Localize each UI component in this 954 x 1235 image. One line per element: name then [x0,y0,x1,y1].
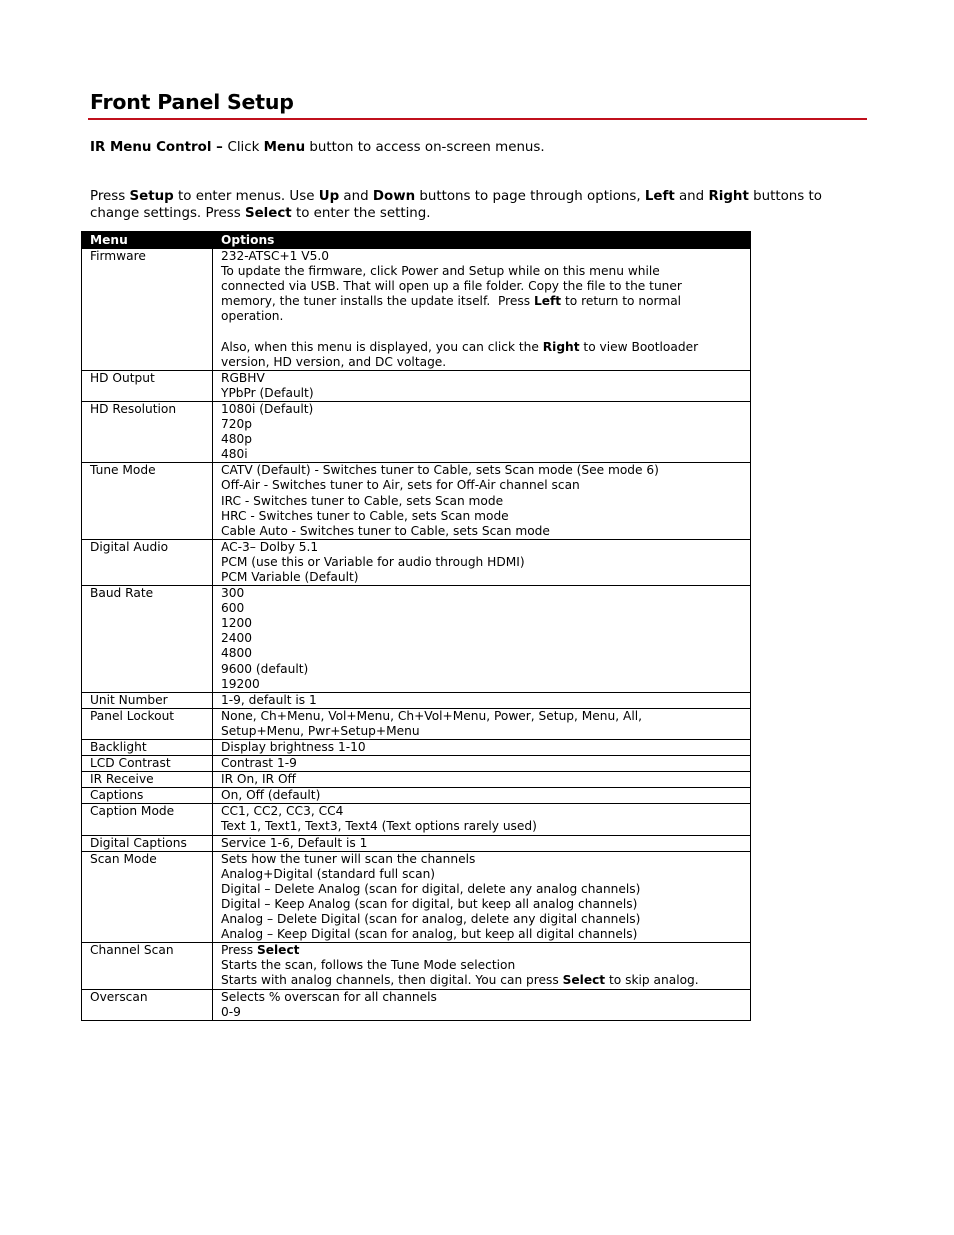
option-line [221,804,742,819]
option-line [221,417,742,432]
option-line [221,631,742,646]
menu-name-cell: Digital Captions [82,835,213,851]
paragraph-text: and [674,189,709,204]
option-text: Press [221,943,257,958]
option-text: CC1, CC2, CC3, CC4 [221,804,344,819]
table-row [82,401,751,462]
option-line [221,756,742,771]
option-line [221,1005,742,1020]
option-line [221,586,742,601]
option-line [221,819,742,834]
option-text: IR On, IR Off [221,772,296,787]
option-text: Cable Auto - Switches tuner to Cable, sets Scan mode [221,523,550,538]
menu-name-cell: Captions [82,788,213,804]
table-row [82,788,751,804]
option-text: Digital – Delete Analog (scan for digital, delete any analog channels) [221,881,641,896]
option-text: None, Ch+Menu, Vol+Menu, Ch+Vol+Menu, Power, Setup, Menu, All, [221,708,642,723]
option-text: Service 1-6, Default is 1 [221,835,368,850]
menu-name-cell: IR Receive [82,772,213,788]
option-line [221,882,742,897]
options-cell [213,370,751,401]
menu-name-cell: Unit Number [82,692,213,708]
option-text: Analog+Digital (standard full scan) [221,866,436,881]
option-text: YPbPr (Default) [221,385,314,400]
option-text: RGBHV [221,370,265,385]
option-text: Contrast 1-9 [221,756,297,771]
table-row [82,989,751,1020]
options-cell [213,401,751,462]
option-line [221,540,742,555]
option-text: 720p [221,417,252,432]
option-line [221,371,742,386]
options-cell [213,586,751,693]
table-row [82,740,751,756]
option-text: PCM (use this or Variable for audio through HDMI) [221,554,525,569]
title-divider [88,118,867,120]
table-row [82,539,751,585]
option-text: to skip analog. [605,973,699,988]
blank-line [221,324,742,339]
table-row [82,708,751,739]
option-text: 0-9 [221,1004,241,1019]
option-text: 4800 [221,646,253,661]
option-line [221,601,742,616]
option-text: version, HD version, and DC voltage. [221,354,447,369]
option-text: Setup+Menu, Pwr+Setup+Menu [221,723,420,738]
option-text: to view Bootloader [579,339,699,354]
option-line [221,990,742,1005]
table-row [82,463,751,539]
table-body [82,249,751,1021]
option-text: memory, the tuner installs the update itself. Press [221,294,534,309]
option-text: Starts with analog channels, then digital. You can press [221,973,563,988]
navigation-instructions-paragraph [90,188,870,222]
option-line [221,279,742,294]
options-cell [213,463,751,539]
option-line [221,402,742,417]
option-line [221,943,742,958]
option-text: 480p [221,432,252,447]
page-title: Front Panel Setup [90,90,294,114]
options-cell [213,804,751,835]
option-line [221,616,742,631]
option-text: IRC - Switches tuner to Cable, sets Scan mode [221,493,504,508]
option-line [221,852,742,867]
table-row [82,692,751,708]
option-line [221,662,742,677]
option-text: 1200 [221,616,253,631]
options-cell [213,539,751,585]
paragraph-bold-text: Menu [263,140,306,155]
options-cell [213,249,751,371]
menu-name-cell: Panel Lockout [82,708,213,739]
option-line [221,709,742,724]
menu-name-cell: Scan Mode [82,851,213,943]
menu-name-cell: Backlight [82,740,213,756]
option-line [221,740,742,755]
option-text: 9600 (default) [221,661,309,676]
options-cell [213,740,751,756]
menu-name-cell: Caption Mode [82,804,213,835]
paragraph-text: to enter the setting. [291,206,431,221]
menu-options-table [81,231,751,1021]
option-line [221,772,742,787]
menu-name-cell: HD Output [82,370,213,401]
column-header-options: Options [213,232,751,249]
ir-menu-control-paragraph [90,139,870,156]
option-line [221,294,742,309]
option-line [221,836,742,851]
paragraph-bold-text: IR Menu Control – [90,140,228,155]
paragraph-text: Click [227,140,264,155]
option-line [221,494,742,509]
options-cell [213,788,751,804]
option-line [221,447,742,462]
option-line [221,478,742,493]
option-text: Analog – Keep Digital (scan for analog, but keep all digital channels) [221,927,638,942]
menu-name-cell: Digital Audio [82,539,213,585]
option-line [221,509,742,524]
option-text: Analog – Delete Digital (scan for analog, delete any digital channels) [221,912,641,927]
option-line [221,677,742,692]
option-line [221,386,742,401]
options-cell [213,708,751,739]
option-line [221,463,742,478]
menu-name-cell: Baud Rate [82,586,213,693]
table-row [82,586,751,693]
paragraph-bold-text: Select [244,206,292,221]
option-text: PCM Variable (Default) [221,569,359,584]
options-cell [213,851,751,943]
option-text: To update the firmware, click Power and Setup while on this menu while [221,264,660,279]
paragraph-text: button to access on-screen menus. [305,140,545,155]
option-text: 232-ATSC+1 V5.0 [221,249,330,263]
options-cell [213,756,751,772]
option-text: 19200 [221,676,260,691]
table-row [82,804,751,835]
column-header-menu: Menu [82,232,213,249]
paragraph-bold-text: Setup [129,189,174,204]
option-line [221,788,742,803]
option-line [221,646,742,661]
option-text: to return to normal [561,294,682,309]
option-text: Selects % overscan for all channels [221,989,437,1004]
option-line [221,912,742,927]
option-text: AC-3– Dolby 5.1 [221,539,319,554]
option-line [221,897,742,912]
option-text: 480i [221,447,248,462]
option-line [221,724,742,739]
option-text: CATV (Default) - Switches tuner to Cable, sets Scan mode (See mode 6) [221,463,659,478]
option-bold-text: Left [533,294,562,309]
option-bold-text: Right [542,339,580,354]
menu-name-cell: Channel Scan [82,943,213,989]
option-line [221,340,742,355]
option-text: Digital – Keep Analog (scan for digital, but keep all analog channels) [221,896,638,911]
table-row [82,249,751,371]
option-text: 1-9, default is 1 [221,692,317,707]
paragraph-text: Press [90,189,130,204]
options-cell [213,943,751,989]
table-row [82,851,751,943]
option-line [221,309,742,324]
option-line [221,555,742,570]
options-cell [213,989,751,1020]
option-bold-text: Select [256,943,300,958]
option-text: HRC - Switches tuner to Cable, sets Scan mode [221,508,509,523]
option-text: operation. [221,309,284,324]
option-line [221,355,742,370]
paragraph-bold-text: Left [644,189,675,204]
options-cell [213,772,751,788]
paragraph-bold-text: Up [318,189,340,204]
option-line [221,432,742,447]
table-header-row [82,232,751,249]
options-cell [213,835,751,851]
option-line [221,867,742,882]
option-text: Off-Air - Switches tuner to Air, sets for Off-Air channel scan [221,478,580,493]
option-text: 2400 [221,631,253,646]
option-text: Display brightness 1-10 [221,740,366,754]
option-text: Sets how the tuner will scan the channels [221,851,476,866]
menu-name-cell: LCD Contrast [82,756,213,772]
option-line [221,693,742,708]
paragraph-text: to enter menus. Use [173,189,319,204]
option-text: 600 [221,601,245,616]
option-text: On, Off (default) [221,788,321,803]
option-line [221,570,742,585]
table-row [82,756,751,772]
options-cell [213,692,751,708]
option-line [221,958,742,973]
paragraph-text: buttons to change settings. Press [90,189,822,221]
paragraph-bold-text: Down [372,189,416,204]
option-line [221,973,742,988]
option-line [221,264,742,279]
paragraph-bold-text: Right [708,189,749,204]
option-line [221,249,742,264]
option-text: connected via USB. That will open up a file folder. Copy the file to the tuner [221,279,682,294]
option-text: 300 [221,586,245,601]
paragraph-text: buttons to page through options, [415,189,645,204]
option-text: Also, when this menu is displayed, you can click the [221,339,543,354]
table-row [82,835,751,851]
option-bold-text: Select [562,973,606,988]
paragraph-text: and [339,189,373,204]
option-line [221,524,742,539]
menu-name-cell: Tune Mode [82,463,213,539]
option-line [221,927,742,942]
table-row [82,370,751,401]
option-text: 1080i (Default) [221,401,314,416]
option-text: Text 1, Text1, Text3, Text4 (Text options rarely used) [221,819,537,834]
menu-name-cell: HD Resolution [82,401,213,462]
menu-name-cell: Firmware [82,249,213,371]
table-row [82,772,751,788]
menu-name-cell: Overscan [82,989,213,1020]
table-row [82,943,751,989]
option-text: Starts the scan, follows the Tune Mode selection [221,958,516,973]
